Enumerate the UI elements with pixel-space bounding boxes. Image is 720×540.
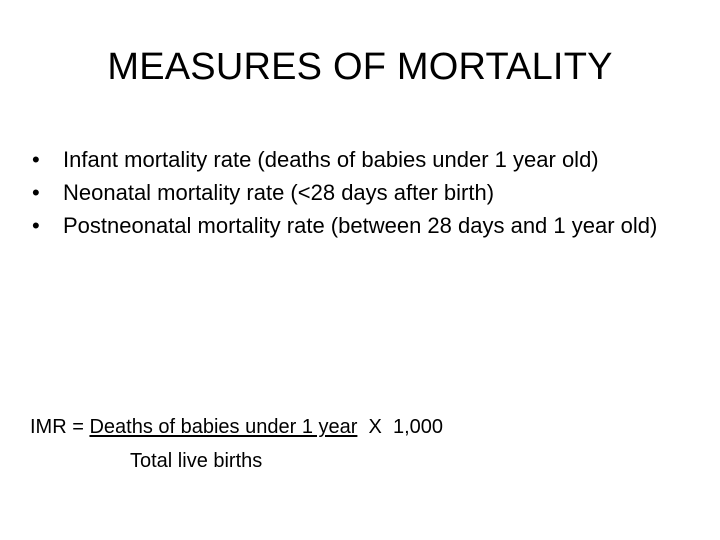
formula-numerator: Deaths of babies under 1 year: [89, 416, 358, 438]
bullet-text: Infant mortality rate (deaths of babies under 1 year old): [63, 147, 599, 172]
formula-denominator: Total live births: [130, 450, 263, 472]
imr-formula: [30, 410, 443, 444]
slide-title: MEASURES OF MORTALITY: [107, 46, 613, 88]
bullet-icon: •: [32, 147, 40, 172]
list-item: [30, 176, 670, 209]
list-item: [30, 209, 670, 242]
list-item: [30, 143, 670, 176]
bullet-icon: •: [32, 180, 40, 205]
bullet-text: Neonatal mortality rate (<28 days after birth): [63, 180, 495, 205]
formula-lhs: IMR =: [30, 416, 90, 438]
bullet-list: [30, 143, 670, 242]
bullet-icon: •: [32, 213, 40, 238]
formula-multiplier: X 1,000: [357, 416, 444, 438]
bullet-text: Postneonatal mortality rate (between 28 days and 1 year old): [63, 213, 658, 238]
